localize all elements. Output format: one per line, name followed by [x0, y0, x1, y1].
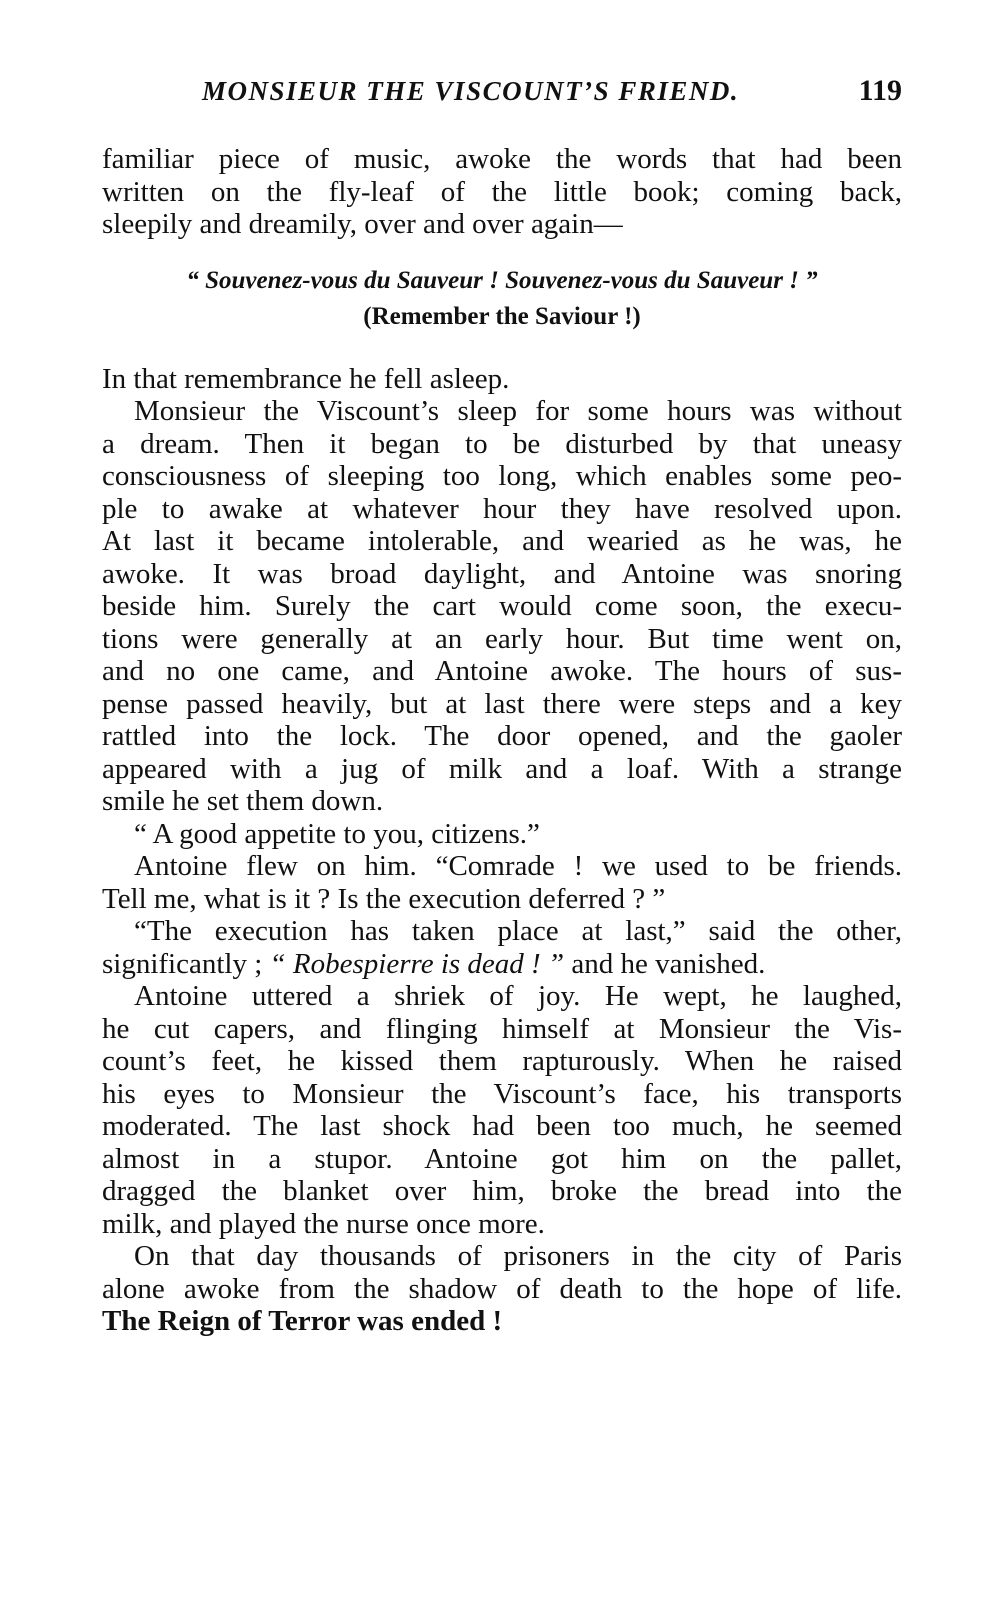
- text-line: On that day thousands of prisoners in the city of Paris: [134, 1240, 902, 1272]
- paragraph: [102, 850, 902, 915]
- text-line: Tell me, what is it ? Is the execution deferred ? ”: [102, 882, 666, 915]
- quote-block: [102, 263, 902, 335]
- text-line: milk, and played the nurse once more.: [102, 1207, 545, 1240]
- text-line: sleepily and dreamily, over and over again—: [102, 208, 623, 240]
- text-line: familiar piece of music, awoke the words that had been: [102, 143, 902, 175]
- quote-english: (Remember the Saviour !): [363, 302, 641, 330]
- italic-exclamation: “ Robespierre is dead ! ”: [269, 947, 565, 980]
- text-line: tions were generally at an early hour. But time went on,: [102, 622, 902, 655]
- text-line: he cut capers, and flinging himself at Monsieur the Vis-: [102, 1012, 902, 1045]
- text-line: “ A good appetite to you, citizens.”: [134, 817, 540, 850]
- text-line: and no one came, and Antoine awoke. The hours of sus-: [102, 655, 902, 687]
- text-segment: significantly ;: [102, 947, 270, 980]
- text-line: a dream. Then it began to be disturbed by that uneasy: [102, 427, 902, 460]
- paragraph: [102, 980, 902, 1240]
- page-number: 119: [858, 74, 902, 107]
- text-line: dragged the blanket over him, broke the bread into the: [102, 1175, 902, 1207]
- text-line: In that remembrance he fell asleep.: [102, 362, 510, 395]
- text-line: [102, 948, 902, 981]
- text-line: count’s feet, he kissed them rapturously. When he raised: [102, 1045, 902, 1077]
- text-line: alone awoke from the shadow of death to the hope of life.: [102, 1272, 902, 1305]
- text-line: The Reign of Terror was ended !: [102, 1305, 503, 1337]
- text-line: his eyes to Monsieur the Viscount’s face, his transports: [102, 1077, 902, 1110]
- paragraph: [102, 395, 902, 818]
- running-title: MONSIEUR THE VISCOUNT’S FRIEND.: [202, 76, 740, 106]
- text-line: moderated. The last shock had been too much, he seemed: [102, 1110, 902, 1142]
- text-line: Antoine flew on him. “Comrade ! we used to be friends.: [134, 850, 902, 882]
- text-line: Antoine uttered a shriek of joy. He wept, he laughed,: [134, 980, 902, 1012]
- text-line: awoke. It was broad daylight, and Antoine was snoring: [102, 557, 902, 590]
- paragraph: [102, 143, 902, 241]
- text-line: almost in a stupor. Antoine got him on the pallet,: [102, 1142, 902, 1175]
- text-line: Monsieur the Viscount’s sleep for some hours was without: [134, 395, 902, 427]
- text-line: consciousness of sleeping too long, which enables some peo-: [102, 460, 902, 492]
- paragraph: [102, 915, 902, 980]
- text-line: smile he set them down.: [102, 785, 384, 817]
- paragraph: [102, 818, 902, 851]
- text-line: written on the fly-leaf of the little book; coming back,: [102, 175, 902, 208]
- text-segment: and he vanished.: [564, 947, 766, 980]
- text-line: At last it became intolerable, and wearied as he was, he: [102, 525, 902, 557]
- paragraph: [102, 363, 902, 396]
- text-line: “The execution has taken place at last,” said the other,: [134, 915, 902, 947]
- text-line: rattled into the lock. The door opened, and the gaoler: [102, 720, 902, 752]
- text-line: appeared with a jug of milk and a loaf. With a strange: [102, 752, 902, 785]
- body-text: [102, 143, 902, 1338]
- quote-french: “ Souvenez-vous du Sauveur ! Souvenez-vous du Sauveur ! ”: [186, 266, 818, 294]
- text-line: beside him. Surely the cart would come soon, the execu-: [102, 590, 902, 622]
- running-head: [102, 76, 902, 116]
- text-line: pense passed heavily, but at last there were steps and a key: [102, 687, 902, 720]
- text-line: ple to awake at whatever hour they have resolved upon.: [102, 492, 902, 525]
- paragraph: [102, 1240, 902, 1338]
